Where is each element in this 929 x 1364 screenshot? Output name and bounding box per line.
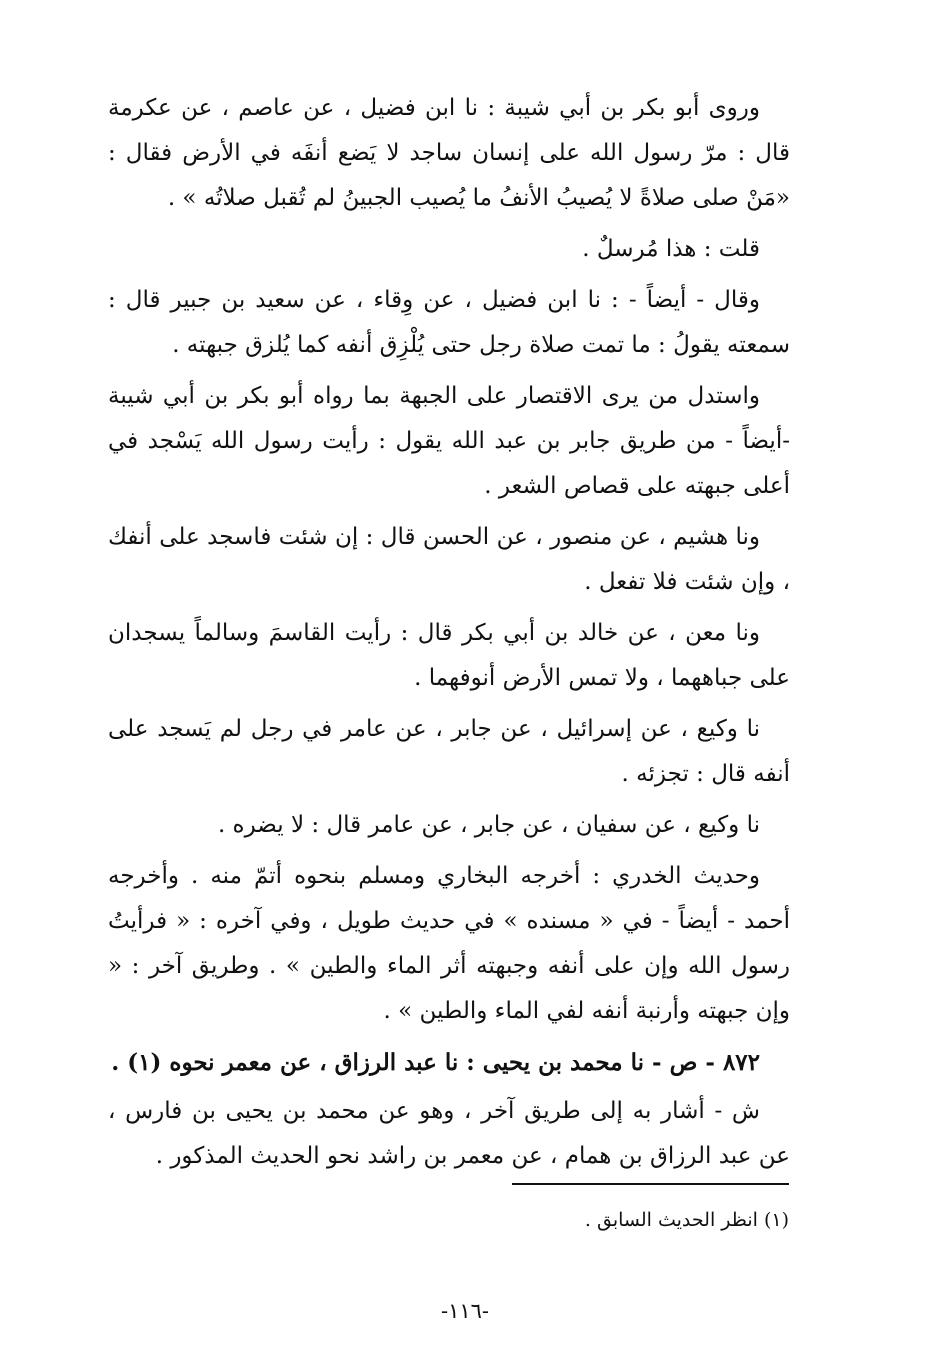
paragraph-9: وحديث الخدري : أخرجه البخاري ومسلم بنحوه أتمّ منه . وأخرجه أحمد - أيضاً - في « مسنده » في حديث طويل ، وفي آخره : « فرأيتُ رسول الله وإن على أنفه وجبهته أثر الماء والطين » . وطريق آخر : « وإن جبهته وأرنبة أنفه لفي الماء والطين » . — [108, 863, 790, 1024]
paragraph-2: قلت : هذا مُرسلٌ . — [582, 236, 760, 262]
paragraph-7: نا وكيع ، عن إسرائيل ، عن جابر ، عن عامر في رجل لم يَسجد على أنفه قال : تجزئه . — [108, 716, 790, 787]
paragraph-3: وقال - أيضاً - : نا ابن فضيل ، عن وِقاء ، عن سعيد بن جبير قال : سمعته يقولُ : ما تمت صلاة رجل حتى يُلْزِق أنفه كما يُلزق جبهته . — [108, 287, 790, 358]
paragraph-8: نا وكيع ، عن سفيان ، عن جابر ، عن عامر قال : لا يضره . — [217, 812, 760, 838]
footnote-divider — [512, 1183, 789, 1185]
footnote: (١) انظر الحديث السابق . — [584, 1209, 789, 1231]
hadith-heading: ٨٧٢ - ص - نا محمد بن يحيى : نا عبد الرزاق ، عن معمر نحوه (١) . — [111, 1049, 760, 1076]
main-text — [108, 86, 790, 1185]
commentary-paragraph: ش - أشار به إلى طريق آخر ، وهو عن محمد بن يحيى بن فارس ، عن عبد الرزاق بن همام ، عن معمر بن راشد نحو الحديث المذكور . — [108, 1098, 790, 1169]
paragraph-6: ونا معن ، عن خالد بن أبي بكر قال : رأيت القاسمَ وسالماً يسجدان على جباههما ، ولا تمس الأرض أنوفهما . — [108, 620, 790, 691]
paragraph-1: وروى أبو بكر بن أبي شيبة : نا ابن فضيل ، عن عاصم ، عن عكرمة قال : مرّ رسول الله على إنسان ساجد لا يَضع أنفَه في الأرض فقال : «مَنْ صلى صلاةً لا يُصيبُ الأنفُ ما يُصيب الجبينُ لم تُقبل صلاتُه » . — [108, 95, 790, 211]
paragraph-4: واستدل من يرى الاقتصار على الجبهة بما رواه أبو بكر بن أبي شيبة -أيضاً - من طريق جابر بن عبد الله يقول : رأيت رسول الله يَسْجد في أعلى جبهته على قصاص الشعر . — [108, 383, 790, 499]
page-number: -١١٦- — [440, 1299, 490, 1323]
paragraph-5: ونا هشيم ، عن منصور ، عن الحسن قال : إن شئت فاسجد على أنفك ، وإن شئت فلا تفعل . — [108, 524, 790, 595]
